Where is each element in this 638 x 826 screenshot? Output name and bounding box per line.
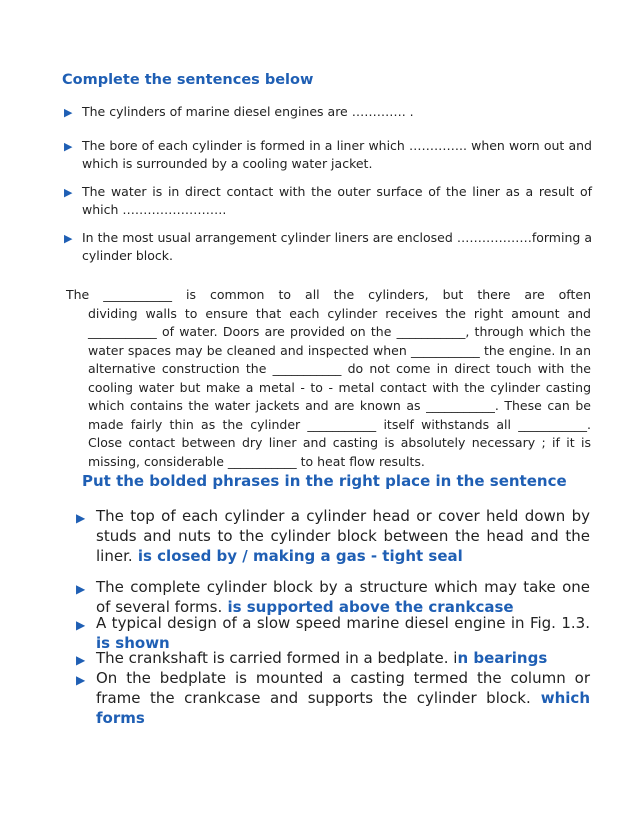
- list-item: [76, 613, 590, 653]
- triangle-bullet-icon: ▶: [76, 673, 86, 687]
- sentence-text: The complete cylinder block by a structure which may take one of several forms.: [96, 578, 590, 616]
- list-item-text: [96, 613, 590, 653]
- list-item-text: [96, 506, 590, 566]
- sentence-text: On the bedplate is mounted a casting termed the column or frame the crankcase and supports the cylinder block.: [96, 669, 590, 707]
- bolded-phrase: is closed by / making a gas - tight seal: [132, 547, 463, 565]
- triangle-bullet-icon: ▶: [76, 582, 86, 596]
- triangle-bullet-icon: ▶: [64, 232, 73, 245]
- paragraph-body: dividing walls to ensure that each cylinder receives the right amount and ___________ of water. Doors are provided on the ___________, through which the water spaces may be cleaned and inspected when ___________ the engine. In an alternative construction the ___________ do not come in direct touch with the cooling water but make a metal - to - metal contact with the cylinder casting which contains the water jackets and are known as ___________. These can be made fairly thin as the cylinder ___________ itself withstands all ___________. Close contact between dry liner and casting is absolutely necessary ; if it is missing, considerable ___________ to heat flow results.: [88, 305, 591, 469]
- list-item: [64, 103, 592, 121]
- list-item: [64, 229, 592, 265]
- triangle-bullet-icon: ▶: [64, 106, 73, 119]
- bolded-phrase: which forms: [96, 689, 590, 727]
- list-item-text: The bore of each cylinder is formed in a liner which ………….. when worn out and which is surrounded by a cooling water jacket.: [82, 138, 592, 171]
- triangle-bullet-icon: ▶: [64, 140, 73, 153]
- list-item: [76, 577, 590, 617]
- sentence-text: A typical design of a slow speed marine diesel engine in Fig. 1.3.: [96, 614, 590, 632]
- sentence-text: The top of each cylinder a cylinder head or cover held down by studs and nuts to the cylinder block between the head and the liner.: [96, 507, 590, 565]
- list-item: [76, 648, 590, 668]
- bolded-phrase: n bearings: [457, 649, 548, 667]
- list-item-text: The cylinders of marine diesel engines are …………. .: [82, 104, 414, 119]
- triangle-bullet-icon: ▶: [64, 186, 73, 199]
- list-item: [76, 506, 590, 566]
- section1-heading: Complete the sentences below: [62, 72, 314, 88]
- list-item-text: The water is in direct contact with the outer surface of the liner as a result of which …………………….: [82, 184, 592, 217]
- triangle-bullet-icon: ▶: [76, 511, 86, 525]
- fill-in-paragraph: [66, 286, 591, 471]
- list-item: [64, 183, 592, 219]
- paragraph-first-line: The ___________ is common to all the cylinders, but there are often: [66, 287, 591, 302]
- bolded-phrase: is supported above the crankcase: [222, 598, 514, 616]
- list-item-text: [96, 577, 590, 617]
- bolded-phrase: is shown: [96, 634, 170, 652]
- list-item-text: In the most usual arrangement cylinder liners are enclosed ………………forming a cylinder block.: [82, 230, 592, 263]
- list-item: [76, 668, 590, 728]
- list-item-text: [96, 668, 590, 728]
- sentence-text: The crankshaft is carried formed in a bedplate. i: [96, 649, 458, 667]
- list-item-text: [96, 648, 590, 668]
- triangle-bullet-icon: ▶: [76, 653, 86, 667]
- list-item: [64, 137, 592, 173]
- section2-heading: Put the bolded phrases in the right place in the sentence: [82, 472, 567, 490]
- triangle-bullet-icon: ▶: [76, 618, 86, 632]
